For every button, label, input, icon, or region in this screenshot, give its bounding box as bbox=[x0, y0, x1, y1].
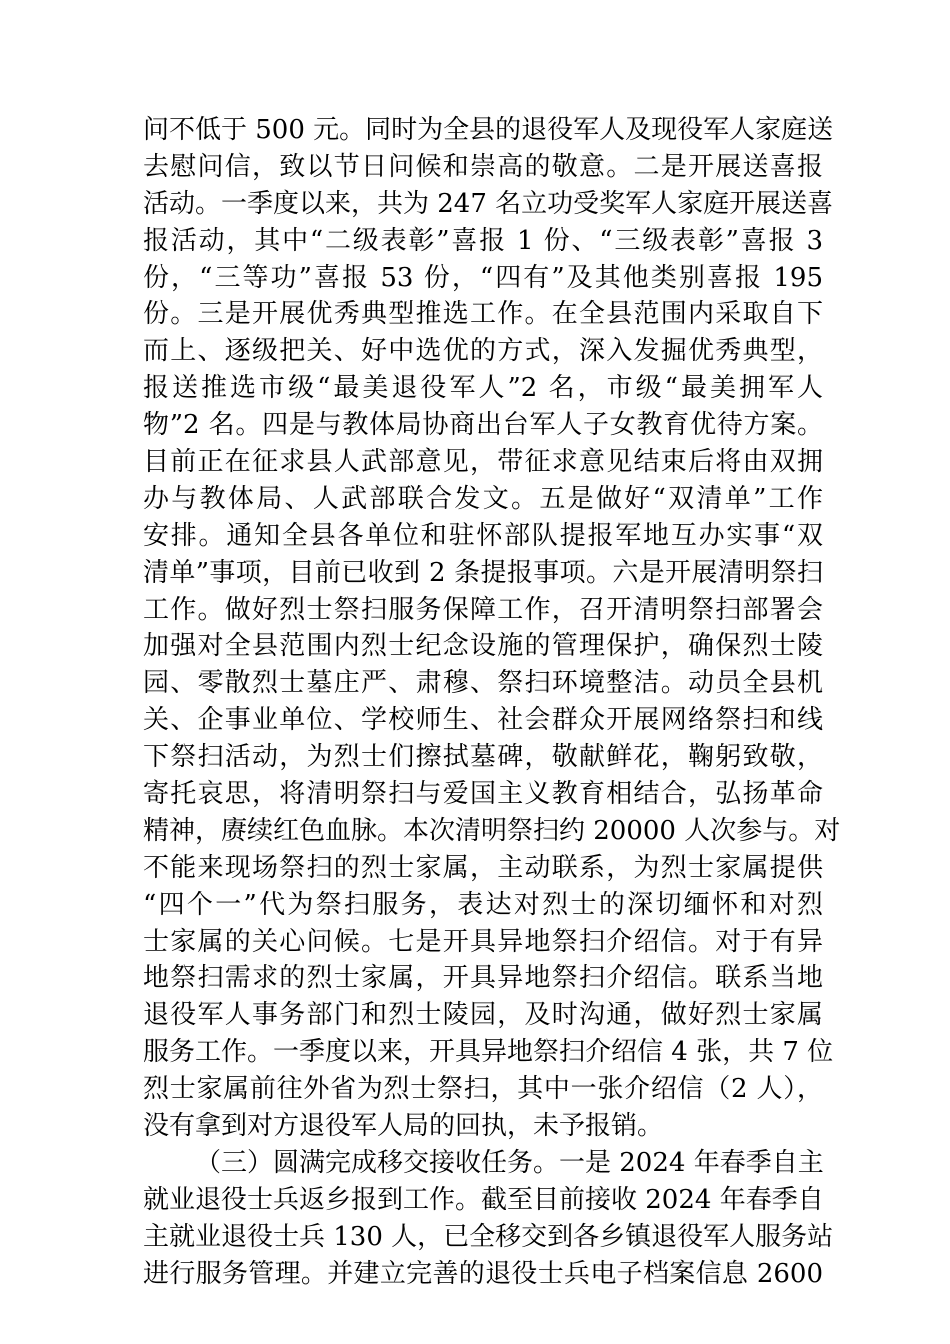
text-line: 寄托哀思，将清明祭扫与爱国主义教育相结合，弘扬革命 bbox=[143, 779, 823, 810]
text-line: 问不低于 500 元。同时为全县的退役军人及现役军人家庭送 bbox=[143, 115, 834, 145]
text-line: 目前正在征求县人武部意见，带征求意见结束后将由双拥 bbox=[143, 447, 823, 478]
text-line: 去慰问信，致以节日问候和崇高的敬意。二是开展送喜报 bbox=[143, 151, 823, 182]
text-line: 就业退役士兵返乡报到工作。截至目前接收 2024 年春季自 bbox=[143, 1184, 824, 1215]
text-line: “四个一”代为祭扫服务，表达对烈士的深切缅怀和对烈 bbox=[143, 889, 823, 920]
text-line: 烈士家属前往外省为烈士祭扫，其中一张介绍信（2 人）， bbox=[143, 1074, 823, 1105]
text-line: 办与教体局、人武部联合发文。五是做好“双清单”工作 bbox=[143, 483, 823, 514]
text-line: 工作。做好烈士祭扫服务保障工作，召开清明祭扫部署会 bbox=[143, 594, 823, 625]
paragraph-end-line: 没有拿到对方退役军人局的回执，未予报销。 bbox=[143, 1111, 664, 1142]
text-line: 进行服务管理。并建立完善的退役士兵电子档案信息 2600 bbox=[143, 1258, 823, 1289]
body-text bbox=[143, 112, 841, 1293]
text-line: 关、企事业单位、学校师生、社会群众开展网络祭扫和线 bbox=[143, 705, 823, 736]
text-line: 安排。通知全县各单位和驻怀部队提报军地互办实事“双 bbox=[143, 520, 823, 551]
text-line: 士家属的关心问候。七是开具异地祭扫介绍信。对于有异 bbox=[143, 926, 823, 957]
section-heading-line: （三）圆满完成移交接收任务。一是 2024 年春季自主 bbox=[195, 1147, 824, 1178]
text-line: 退役军人事务部门和烈士陵园，及时沟通，做好烈士家属 bbox=[143, 1000, 823, 1031]
text-line: 地祭扫需求的烈士家属，开具异地祭扫介绍信。联系当地 bbox=[143, 963, 823, 994]
text-line: 主就业退役士兵 130 人，已全移交到各乡镇退役军人服务站 bbox=[143, 1221, 834, 1252]
text-line: 加强对全县范围内烈士纪念设施的管理保护，确保烈士陵 bbox=[143, 631, 823, 662]
text-line: 而上、逐级把关、好中选优的方式，深入发掘优秀典型， bbox=[143, 336, 823, 367]
text-line: 服务工作。一季度以来，开具异地祭扫介绍信 4 张，共 7 位 bbox=[143, 1037, 834, 1068]
text-line: 活动。一季度以来，共为 247 名立功受奖军人家庭开展送喜 bbox=[143, 188, 834, 219]
text-line: 清单”事项，目前已收到 2 条提报事项。六是开展清明祭扫 bbox=[143, 557, 823, 588]
text-line: 不能来现场祭扫的烈士家属，主动联系，为烈士家属提供 bbox=[143, 852, 823, 883]
text-line: 园、零散烈士墓庄严、肃穆、祭扫环境整洁。动员全县机 bbox=[143, 668, 823, 699]
text-line: 下祭扫活动，为烈士们擦拭墓碑，敬献鲜花，鞠躬致敬， bbox=[143, 742, 823, 773]
text-line: 精神，赓续红色血脉。本次清明祭扫约 20000 人次参与。对 bbox=[143, 815, 841, 846]
text-line: 物”2 名。四是与教体局协商出台军人子女教育优待方案。 bbox=[143, 410, 823, 441]
text-line: 报活动，其中“二级表彰”喜报 1 份、“三级表彰”喜报 3 bbox=[143, 225, 823, 256]
text-line: 份。三是开展优秀典型推选工作。在全县范围内采取自下 bbox=[143, 299, 823, 330]
text-line: 份，“三等功”喜报 53 份，“四有”及其他类别喜报 195 bbox=[143, 262, 823, 293]
text-line: 报送推选市级“最美退役军人”2 名，市级“最美拥军人 bbox=[143, 373, 823, 404]
